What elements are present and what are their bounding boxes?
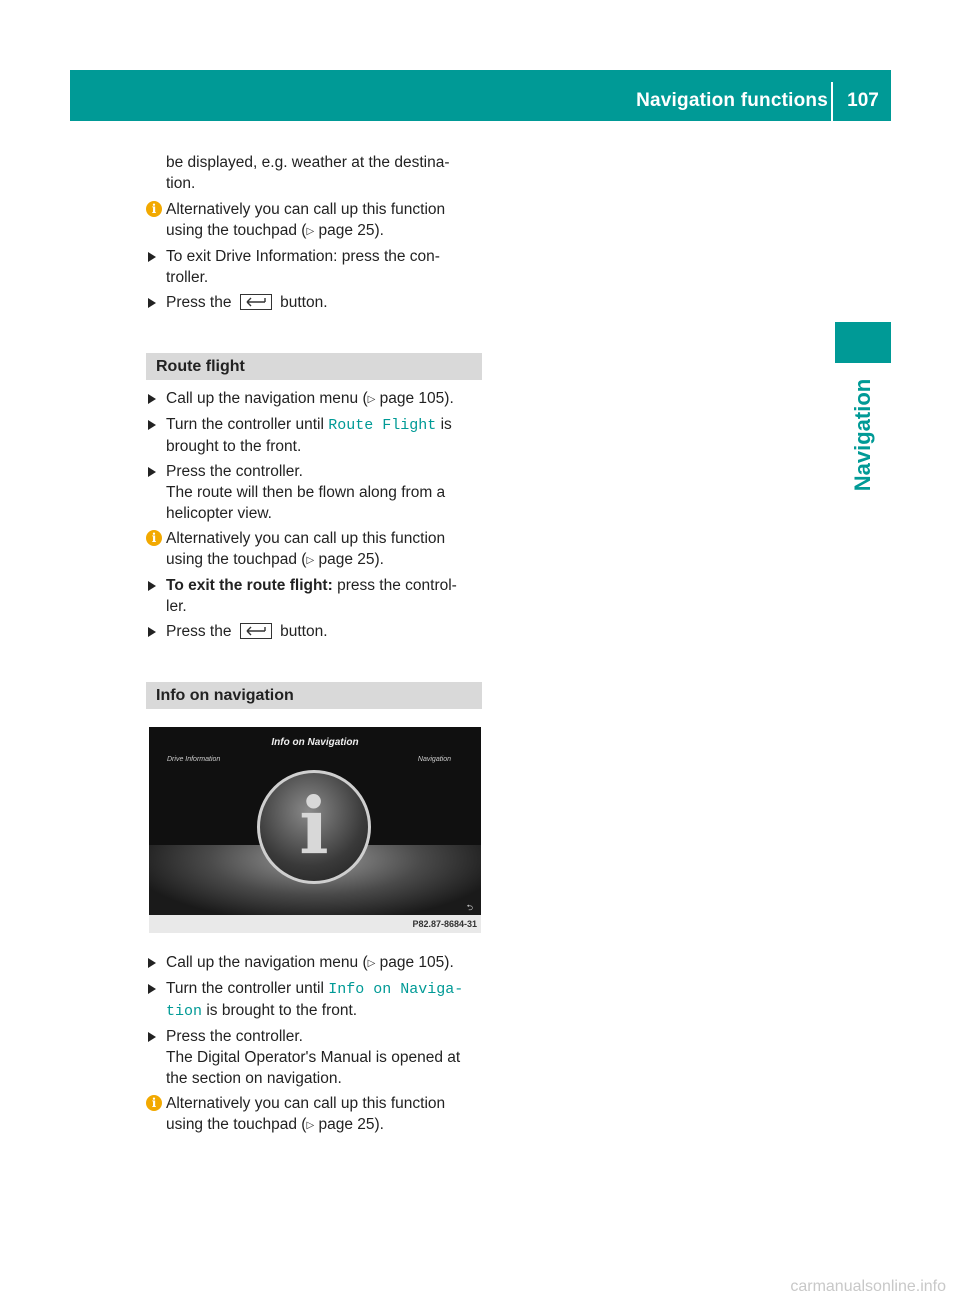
section-heading-info-on-navigation: Info on navigation [146,682,482,709]
step-text: button. [280,294,328,311]
step-arrow-icon [148,1032,156,1042]
step-text: Press the controller. [166,1028,303,1045]
intro-info-note [146,199,482,242]
side-tab-marker [835,322,891,363]
nav-step-3 [146,1026,482,1089]
step-text: is brought to the front. [206,1002,358,1019]
menu-item-code: tion [166,1003,203,1020]
nav-step-2 [146,978,482,1022]
page-ref-icon: ▷ [306,1120,315,1131]
menu-item-code: Info on Naviga‑ [328,981,464,998]
info-text: Alternatively you can call up this function [166,201,446,218]
back-button-icon [240,623,272,639]
route-back-step [146,621,482,642]
intro-line-2: tion. [166,175,196,192]
step-text: Press the [166,294,232,311]
intro-continuation [146,152,482,194]
step-text: Press the controller. [166,463,303,480]
info-on-navigation-screenshot [149,727,481,933]
info-large-icon [257,770,371,884]
page-ref-icon: ▷ [367,394,376,405]
step-arrow-icon [148,467,156,477]
info-text: using the touchpad ( [166,551,307,568]
step-text: Call up the navigation menu ( [166,954,368,971]
info-text: Alternatively you can call up this function [166,1095,446,1112]
step-text: the section on navigation. [166,1070,342,1087]
step-text: Call up the navigation menu ( [166,390,368,407]
step-text: button. [280,623,328,640]
step-arrow-icon [148,581,156,591]
screenshot-right-label: Navigation [417,756,451,763]
step-bold-text: To exit the route flight: [166,577,333,594]
page-reference[interactable]: page 105). [379,954,454,971]
intro-exit-step [146,246,482,288]
page-ref-icon: ▷ [367,958,376,969]
menu-item-code: Route Flight [328,417,437,434]
info-letter: i [299,781,329,872]
step-text: The Digital Operator's Manual is opened at [166,1049,461,1066]
step-text: helicopter view. [166,505,272,522]
step-arrow-icon [148,984,156,994]
info-text: using the touchpad ( [166,1116,307,1133]
page-reference[interactable]: page 25). [318,551,384,568]
intro-back-step [146,292,482,313]
side-tab-label: Navigation [850,378,875,492]
header-separator [831,82,833,121]
nav-info-note [146,1093,482,1136]
step-arrow-icon [148,394,156,404]
step-arrow-icon [148,252,156,262]
step-text: Turn the controller until [166,416,324,433]
route-step-1 [146,388,482,410]
info-text: using the touchpad ( [166,222,307,239]
content-column [146,152,482,1140]
step-arrow-icon [148,420,156,430]
info-icon: i [146,530,162,546]
page-reference[interactable]: page 105). [379,390,454,407]
header-bar [70,70,891,121]
info-icon: i [146,201,162,217]
info-text: Alternatively you can call up this function [166,530,446,547]
step-text: brought to the front. [166,438,302,455]
step-text: is [440,416,452,433]
step-arrow-icon [148,958,156,968]
page-reference[interactable]: page 25). [318,1116,384,1133]
step-text: To exit Drive Information: press the con- [166,248,440,265]
step-text: ler. [166,598,187,615]
screenshot-title: Info on Navigation [271,737,359,748]
step-text: The route will then be flown along from a [166,484,446,501]
step-text: troller. [166,269,209,286]
intro-line-1: be displayed, e.g. weather at the destina- [166,154,450,171]
section-heading-route-flight: Route flight [146,353,482,380]
step-text: Turn the controller until [166,980,324,997]
screenshot-back-icon: ⮌ [466,903,473,912]
screenshot-code: P82.87-8684-31 [149,915,481,933]
step-arrow-icon [148,627,156,637]
footer-watermark: carmanualsonline.info [790,1278,946,1295]
header-title: Navigation functions [636,90,828,111]
route-step-3 [146,461,482,524]
step-arrow-icon [148,298,156,308]
screenshot-left-label: Drive Information [167,756,221,763]
step-text: Press the [166,623,232,640]
route-info-note [146,528,482,571]
page-ref-icon: ▷ [306,555,315,566]
step-text: press the control- [337,577,457,594]
route-exit-step [146,575,482,617]
route-step-2 [146,414,482,457]
back-button-icon [240,294,272,310]
info-icon: i [146,1095,162,1111]
page-ref-icon: ▷ [306,226,315,237]
nav-step-1 [146,952,482,974]
page-number: 107 [847,90,879,111]
page-reference[interactable]: page 25). [318,222,384,239]
